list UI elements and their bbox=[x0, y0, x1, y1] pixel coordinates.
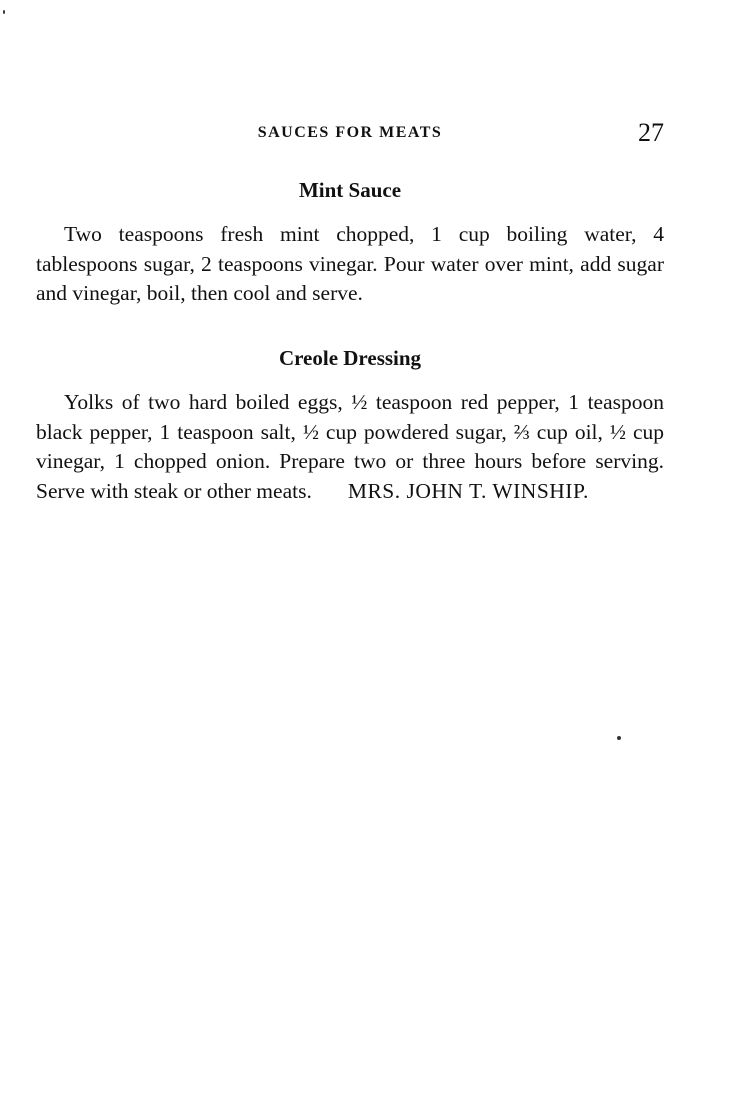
running-header bbox=[36, 118, 664, 148]
paper-speck bbox=[617, 736, 621, 740]
recipe-creole-dressing bbox=[36, 344, 664, 506]
recipe-mint-sauce bbox=[36, 176, 664, 309]
recipe-body-with-signature bbox=[36, 388, 664, 506]
recipe-body-text: Yolks of two hard boiled eggs, ½ teaspoon red pepper, 1 teaspoon black pepper, 1 teaspoon salt, ½ cup powdered sugar, ⅔ cup oil, ½ cup vinegar, 1 chopped onion. Prepare two or three hours before serving. Serve with steak or other meats. bbox=[36, 390, 664, 503]
recipe-title: Mint Sauce bbox=[298, 178, 402, 202]
paper-speck bbox=[3, 10, 5, 14]
recipe-signature: MRS. JOHN T. WINSHIP. bbox=[347, 478, 589, 503]
running-title: SAUCES FOR MEATS bbox=[257, 124, 443, 141]
recipe-title: Creole Dressing bbox=[278, 346, 422, 370]
page-number: 27 bbox=[638, 118, 664, 147]
recipe-body: Two teaspoons fresh mint chopped, 1 cup boiling water, 4 tablespoons sugar, 2 teaspoons vinegar. Pour water over mint, add sugar and vinegar, boil, then cool and serve. bbox=[36, 222, 664, 305]
